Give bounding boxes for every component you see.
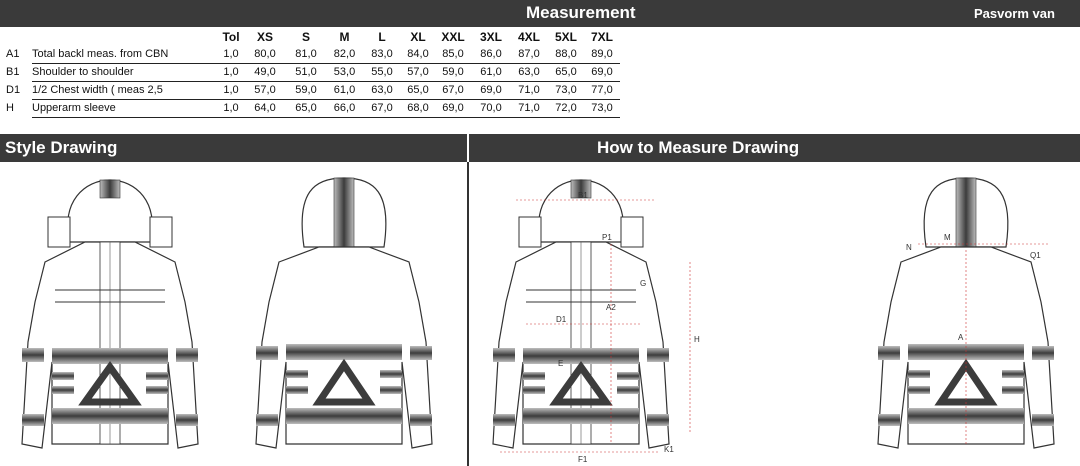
table-cell: 88,0 — [548, 46, 584, 64]
table-cell: 61,0 — [472, 64, 510, 82]
table-cell: 72,0 — [548, 100, 584, 118]
measure-label: Q1 — [1030, 251, 1041, 260]
column-header: 7XL — [590, 30, 613, 44]
table-cell: 53,0 — [327, 64, 362, 82]
measurement-title: Measurement — [526, 3, 636, 22]
header-bar — [0, 0, 1080, 27]
column-header: XXL — [441, 30, 465, 44]
column-header: XS — [256, 30, 273, 44]
column-header: Tol — [222, 30, 240, 44]
jacket-drawings — [0, 162, 1080, 466]
measurement-code: D1 — [6, 84, 21, 96]
front-measure-drawing — [493, 180, 700, 464]
column-header: M — [339, 30, 350, 44]
table-cell: 73,0 — [584, 100, 620, 118]
table-cell: 86,0 — [472, 46, 510, 64]
measure-label: A2 — [606, 303, 616, 312]
table-cell: 1,0 — [217, 46, 245, 64]
table-row — [0, 100, 620, 118]
measurement-code: A1 — [6, 48, 20, 61]
table-cell: 69,0 — [472, 82, 510, 100]
style-drawing-header — [0, 134, 467, 162]
table-cell: 1,0 — [217, 82, 245, 100]
table-cell: 85,0 — [434, 46, 472, 64]
style-drawing-title: Style Drawing — [5, 138, 118, 157]
measure-label: M — [944, 233, 951, 242]
measurement-table — [0, 29, 620, 118]
column-header: XL — [410, 30, 426, 44]
measure-label: P1 — [602, 233, 612, 242]
table-cell: 87,0 — [510, 46, 548, 64]
table-cell: 71,0 — [510, 100, 548, 118]
how-to-measure-title: How to Measure Drawing — [597, 138, 800, 157]
table-cell: 71,0 — [510, 82, 548, 100]
table-cell: 69,0 — [434, 100, 472, 118]
measure-label: B1 — [578, 191, 588, 200]
table-cell: 66,0 — [327, 100, 362, 118]
column-header: S — [301, 30, 310, 44]
table-cell: 67,0 — [434, 82, 472, 100]
measurement-description: Shoulder to shoulder — [32, 64, 217, 82]
table-cell: 77,0 — [584, 82, 620, 100]
measure-label: F1 — [578, 455, 588, 464]
measurement-description: Total backl meas. from CBN — [32, 46, 217, 64]
table-row — [0, 64, 620, 82]
column-header: 4XL — [517, 30, 540, 44]
measure-label: H — [694, 335, 700, 344]
table-cell: 83,0 — [362, 46, 402, 64]
table-row — [0, 82, 620, 100]
measurement-code: B1 — [6, 66, 20, 78]
measurement-description: 1/2 Chest width ( meas 2,5 — [32, 82, 217, 100]
measure-label: D1 — [556, 315, 567, 324]
table-cell: 59,0 — [285, 82, 327, 100]
how-to-measure-header — [469, 134, 1080, 162]
table-cell: 65,0 — [548, 64, 584, 82]
brand-title: Pasvorm van — [974, 6, 1055, 21]
table-header-row — [0, 29, 620, 46]
table-cell: 81,0 — [285, 46, 327, 64]
table-cell: 64,0 — [245, 100, 285, 118]
table-cell: 61,0 — [327, 82, 362, 100]
table-cell: 59,0 — [434, 64, 472, 82]
back-jacket-drawing — [256, 178, 432, 448]
measure-label: N — [906, 243, 912, 252]
table-cell: 70,0 — [472, 100, 510, 118]
table-cell: 1,0 — [217, 100, 245, 118]
measurement-description: Upperarm sleeve — [32, 100, 217, 118]
table-cell: 89,0 — [584, 46, 620, 64]
column-header: L — [378, 30, 386, 44]
table-cell: 49,0 — [245, 64, 285, 82]
column-header: 3XL — [479, 30, 502, 44]
table-row — [0, 46, 620, 64]
measurement-code: H — [6, 102, 14, 114]
table-cell: 51,0 — [285, 64, 327, 82]
table-cell: 57,0 — [245, 82, 285, 100]
column-header: 5XL — [554, 30, 577, 44]
table-cell: 63,0 — [362, 82, 402, 100]
table-cell: 80,0 — [245, 46, 285, 64]
table-cell: 57,0 — [402, 64, 434, 82]
table-cell: 1,0 — [217, 64, 245, 82]
table-cell: 65,0 — [285, 100, 327, 118]
table-cell: 84,0 — [402, 46, 434, 64]
table-cell: 73,0 — [548, 82, 584, 100]
measure-label: A — [958, 333, 964, 342]
measure-label: K1 — [664, 445, 674, 454]
measure-label: E — [558, 359, 564, 368]
front-jacket-drawing — [22, 180, 198, 448]
table-cell: 69,0 — [584, 64, 620, 82]
table-cell: 68,0 — [402, 100, 434, 118]
table-cell: 63,0 — [510, 64, 548, 82]
back-measure-drawing — [878, 178, 1054, 448]
table-cell: 55,0 — [362, 64, 402, 82]
table-cell: 82,0 — [327, 46, 362, 64]
table-cell: 67,0 — [362, 100, 402, 118]
measure-label: G — [640, 279, 647, 288]
table-cell: 65,0 — [402, 82, 434, 100]
